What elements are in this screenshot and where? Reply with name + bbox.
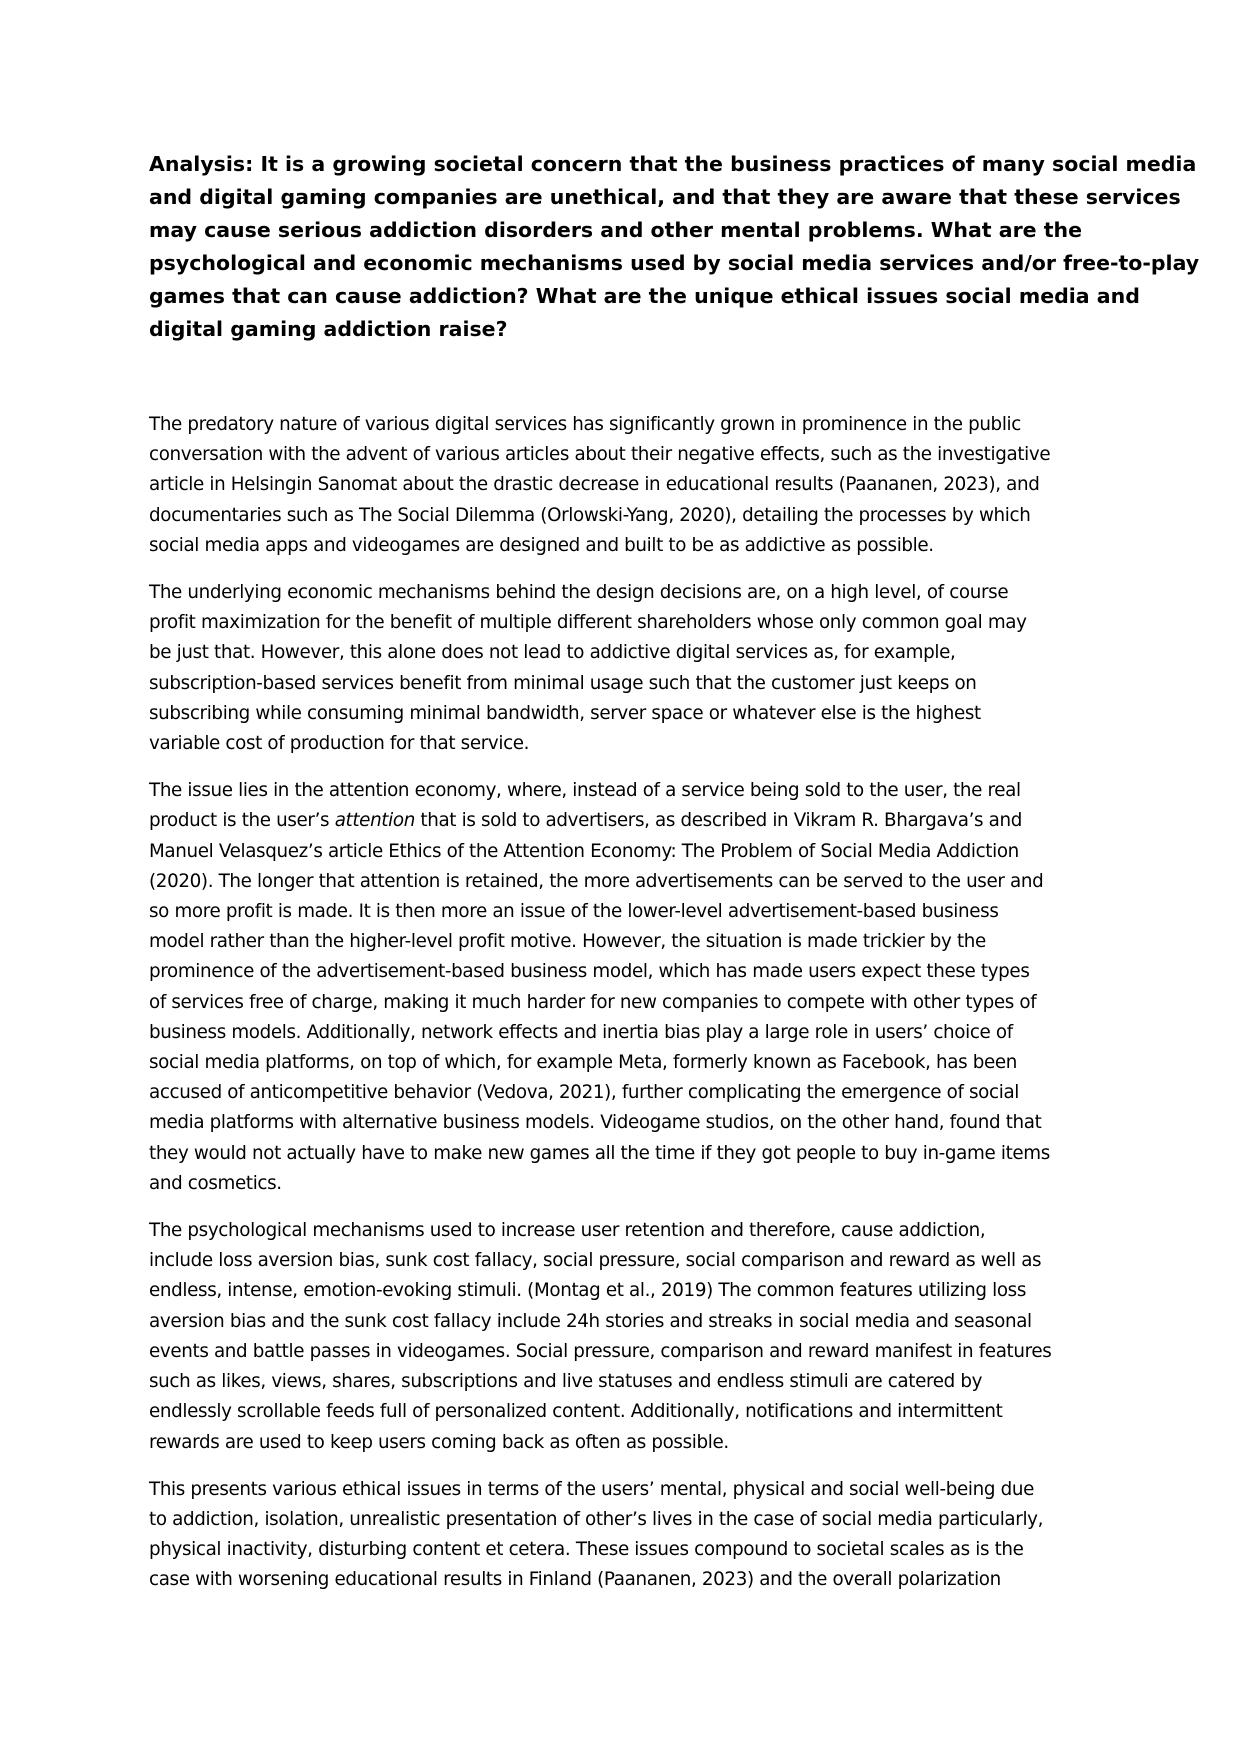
text-line: aversion bias and the sunk cost fallacy include 24h stories and streaks in social media and seasonal	[149, 1310, 1032, 1332]
text-segment: that is sold to advertisers, as described in Vikram R. Bhargava’s and	[414, 810, 1023, 832]
paragraph-psychological-mechanisms	[149, 1216, 1109, 1458]
text-line: so more profit is made. It is then more an issue of the lower-level advertisement-based business	[149, 901, 999, 923]
text-line: business models. Additionally, network effects and inertia bias play a large role in users’ choice of	[149, 1021, 1013, 1043]
text-line: endless, intense, emotion-evoking stimuli. (Montag et al., 2019) The common features utilizing loss	[149, 1280, 1027, 1302]
text-line: documentaries such as The Social Dilemma (Orlowski-Yang, 2020), detailing the processes by which	[149, 504, 1031, 526]
text-line: (2020). The longer that attention is retained, the more advertisements can be served to the user and	[149, 870, 1044, 892]
text-line: article in Helsingin Sanomat about the drastic decrease in educational results (Paananen, 2023), and	[149, 474, 1040, 496]
text-line: of services free of charge, making it much harder for new companies to compete with other types of	[149, 991, 1037, 1013]
heading-line: psychological and economic mechanisms used by social media services and/or free-to-play	[149, 251, 1200, 275]
essay-body	[149, 410, 1109, 1596]
heading-line: Analysis: It is a growing societal concern that the business practices of many social media	[149, 152, 1197, 176]
text-line: The underlying economic mechanisms behind the design decisions are, on a high level, of course	[149, 582, 1009, 604]
text-line: be just that. However, this alone does not lead to addictive digital services as, for example,	[149, 642, 956, 664]
text-line: Manuel Velasquez’s article Ethics of the Attention Economy: The Problem of Social Media Addiction	[149, 840, 1019, 862]
text-line: social media apps and videogames are designed and built to be as addictive as possible.	[149, 534, 934, 556]
text-line: physical inactivity, disturbing content et cetera. These issues compound to societal scales as is the	[149, 1539, 1024, 1561]
text-line: events and battle passes in videogames. Social pressure, comparison and reward manifest in features	[149, 1340, 1052, 1362]
heading-line: may cause serious addiction disorders and other mental problems. What are the	[149, 218, 1083, 242]
text-line: This presents various ethical issues in terms of the users’ mental, physical and social well-being due	[149, 1478, 1034, 1500]
text-line: such as likes, views, shares, subscriptions and live statuses and endless stimuli are catered by	[149, 1371, 983, 1393]
text-line: social media platforms, on top of which, for example Meta, formerly known as Facebook, has been	[149, 1052, 1018, 1074]
text-line: model rather than the higher-level profit motive. However, the situation is made trickier by the	[149, 931, 986, 953]
text-line: subscription-based services benefit from minimal usage such that the customer just keeps on	[149, 672, 977, 694]
text-line	[149, 806, 1109, 836]
heading-line: and digital gaming companies are unethical, and that they are aware that these services	[149, 185, 1181, 209]
text-line: they would not actually have to make new games all the time if they got people to buy in-game items	[149, 1142, 1050, 1164]
text-line: profit maximization for the benefit of multiple different shareholders whose only common goal may	[149, 612, 1027, 634]
text-line: The predatory nature of various digital services has significantly grown in prominence in the public	[149, 414, 1021, 435]
text-line: media platforms with alternative business models. Videogame studios, on the other hand, found that	[149, 1112, 1042, 1134]
text-line: variable cost of production for that service.	[149, 733, 530, 755]
paragraph-intro	[149, 410, 1109, 561]
text-line: and cosmetics.	[149, 1172, 282, 1194]
paragraph-ethical-issues	[149, 1475, 1109, 1596]
document-content	[149, 148, 1200, 1613]
text-line: The issue lies in the attention economy, where, instead of a service being sold to the user, the real	[149, 780, 1021, 802]
text-line: The psychological mechanisms used to increase user retention and therefore, cause addiction,	[149, 1220, 986, 1242]
text-line: conversation with the advent of various articles about their negative effects, such as the investigative	[149, 444, 1051, 466]
heading-line: digital gaming addiction raise?	[149, 317, 508, 341]
text-line: rewards are used to keep users coming back as often as possible.	[149, 1431, 729, 1453]
paragraph-attention-economy	[149, 776, 1109, 1199]
text-line: accused of anticompetitive behavior (Vedova, 2021), further complicating the emergence of social	[149, 1082, 1020, 1104]
analysis-question-heading	[149, 148, 1200, 346]
text-line: prominence of the advertisement-based business model, which has made users expect these types	[149, 961, 1030, 983]
heading-line: games that can cause addiction? What are the unique ethical issues social media and	[149, 284, 1140, 308]
text-line: include loss aversion bias, sunk cost fallacy, social pressure, social comparison and reward as well as	[149, 1250, 1042, 1272]
text-line: to addiction, isolation, unrealistic presentation of other’s lives in the case of social media particularly,	[149, 1508, 1044, 1530]
text-line: subscribing while consuming minimal bandwidth, server space or whatever else is the highest	[149, 702, 981, 724]
text-line: case with worsening educational results in Finland (Paananen, 2023) and the overall polarization	[149, 1569, 1001, 1591]
italic-emphasis: attention	[334, 810, 415, 832]
text-line: endlessly scrollable feeds full of personalized content. Additionally, notifications and intermittent	[149, 1401, 1003, 1423]
text-segment: product is the user’s	[149, 810, 335, 832]
paragraph-economic-mechanisms	[149, 578, 1109, 759]
